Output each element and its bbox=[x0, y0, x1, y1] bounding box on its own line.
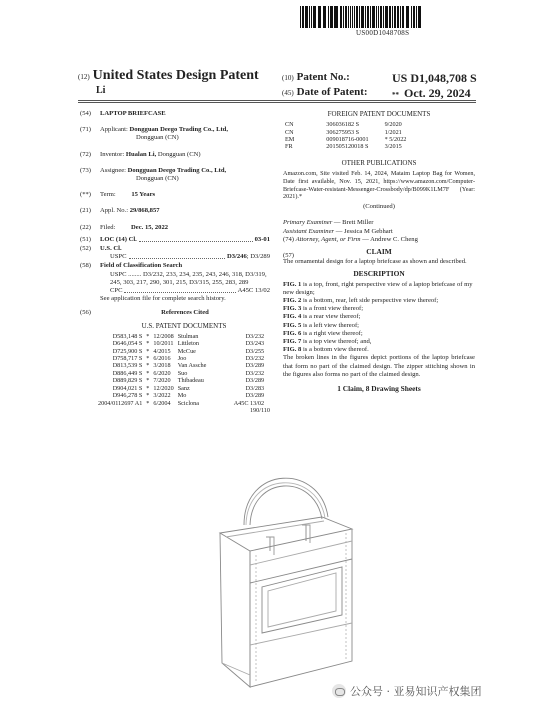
other-publications-heading: OTHER PUBLICATIONS bbox=[341, 158, 417, 167]
field-label: Applicant: bbox=[100, 126, 128, 134]
ref-class: D3/255 bbox=[245, 347, 265, 355]
fp-number: 306036182 S bbox=[326, 121, 360, 129]
attorney-name: — Andrew C. Cheng bbox=[362, 235, 418, 243]
field-label: U.S. Cl. bbox=[100, 245, 122, 253]
ref-number: D946,278 S bbox=[112, 392, 143, 400]
patent-no-label: Patent No.: bbox=[296, 71, 350, 83]
ref-date: 6/2020 bbox=[153, 369, 171, 377]
ref-name: Thibadeau bbox=[177, 377, 204, 385]
barcode-bar bbox=[320, 6, 321, 28]
inid-code: (52) bbox=[80, 245, 91, 253]
ref-name: McCue bbox=[177, 347, 196, 355]
reference-row bbox=[96, 333, 266, 340]
figure-text: is a rear view thereof; bbox=[301, 313, 361, 321]
ref-date: 3/2022 bbox=[153, 392, 171, 400]
ref-class: D3/232 bbox=[245, 332, 265, 340]
foreign-docs-table bbox=[283, 121, 408, 151]
barcode-bar bbox=[381, 6, 382, 28]
assignee-location: Dongguan (CN) bbox=[136, 175, 179, 183]
cpc-value: A45C 13/02 bbox=[237, 287, 270, 295]
reference-row bbox=[96, 340, 266, 347]
foreign-docs-heading: FOREIGN PATENT DOCUMENTS bbox=[327, 110, 431, 118]
cpc-label: CPC bbox=[110, 287, 123, 295]
ref-number: D646,054 S bbox=[112, 340, 143, 348]
ref-marker: * bbox=[146, 340, 150, 348]
field-72 bbox=[80, 151, 270, 159]
ref-marker: * bbox=[146, 384, 150, 392]
inid-code: (12) bbox=[78, 73, 90, 81]
barcode-bar bbox=[348, 6, 349, 28]
appl-number: 29/868,857 bbox=[129, 207, 160, 215]
patent-number: US D1,048,708 S bbox=[392, 71, 477, 85]
ref-date: 3/2018 bbox=[153, 362, 171, 370]
field-label: Field of Classification Search bbox=[100, 262, 183, 270]
figure-label: FIG. 6 bbox=[283, 329, 302, 337]
barcode-bar bbox=[314, 6, 316, 28]
ref-marker: * bbox=[146, 399, 150, 407]
ref-number: D813,539 S bbox=[112, 362, 143, 370]
inid-code: (72) bbox=[80, 150, 91, 158]
figure-description bbox=[283, 281, 475, 297]
ref-marker: * bbox=[146, 347, 150, 355]
inventor-short: Li bbox=[96, 85, 106, 96]
ref-name: Mo bbox=[177, 392, 187, 400]
date-label: Date of Patent: bbox=[296, 86, 368, 98]
field-22 bbox=[80, 224, 270, 232]
left-column bbox=[80, 110, 270, 415]
patent-date: Oct. 29, 2024 bbox=[404, 86, 471, 100]
ref-name: Littleton bbox=[177, 340, 199, 348]
ref-name: Sanz bbox=[177, 384, 190, 392]
claim-heading: CLAIM bbox=[366, 247, 392, 257]
ref-class: D3/232 bbox=[245, 369, 265, 377]
field-56 bbox=[80, 309, 270, 317]
ref-date: 10/2011 bbox=[153, 340, 174, 348]
figure-label: FIG. 7 bbox=[283, 338, 302, 346]
field-21 bbox=[80, 207, 270, 215]
inid-code: (45) bbox=[282, 89, 294, 97]
continued-note: (Continued) bbox=[363, 203, 395, 211]
figure-label: FIG. 3 bbox=[283, 305, 302, 313]
barcode-bar bbox=[419, 6, 420, 28]
field-label: Appl. No.: bbox=[100, 207, 129, 215]
inid-code: (74) bbox=[283, 235, 294, 243]
ref-marker: * bbox=[146, 355, 150, 363]
assistant-examiner bbox=[283, 228, 475, 236]
claim-heading-row bbox=[283, 247, 475, 260]
field-label: Inventor: bbox=[100, 150, 125, 158]
attorney-line bbox=[283, 236, 475, 244]
broken-lines-text: The broken lines in the figures depict portions of the laptop briefcase that form no part of the claimed design. The zipper stitching shown in the figures also forms no part of the claimed design. bbox=[283, 354, 475, 378]
ref-date: 7/2020 bbox=[153, 377, 171, 385]
inid-code: (57) bbox=[283, 252, 294, 260]
date-marker: ** bbox=[392, 91, 399, 99]
fp-number: 009018716-0001 bbox=[326, 136, 369, 144]
figure-text: is a right view thereof; bbox=[301, 329, 363, 337]
figure-text: is a top, front, right perspective view of a laptop briefcase of my new design; bbox=[283, 280, 473, 296]
inid-code: (56) bbox=[80, 309, 91, 317]
figure-text: is a top view thereof; and, bbox=[301, 338, 372, 346]
inid-code: (58) bbox=[80, 262, 91, 270]
ref-date: 4/2015 bbox=[153, 347, 171, 355]
barcode-bar bbox=[403, 6, 404, 28]
ref-date: 6/2004 bbox=[153, 399, 171, 407]
inid-code: (71) bbox=[80, 126, 91, 134]
figure-text: is a left view thereof; bbox=[301, 321, 360, 329]
document-title bbox=[78, 68, 259, 84]
barcode-bar bbox=[303, 6, 304, 28]
reference-row bbox=[96, 385, 266, 392]
loc-class: 03-01 bbox=[254, 235, 270, 243]
barcode-bar bbox=[359, 6, 360, 28]
barcode-bar bbox=[373, 6, 375, 28]
figure-label: FIG. 5 bbox=[283, 321, 302, 329]
ref-class: D3/243 bbox=[245, 340, 265, 348]
ref-marker: * bbox=[146, 362, 150, 370]
wechat-icon bbox=[332, 684, 346, 698]
barcode-bar bbox=[343, 6, 344, 28]
fp-country: EM bbox=[285, 136, 295, 144]
figure-description bbox=[283, 330, 475, 338]
ref-class: A45C 13/02 bbox=[233, 399, 265, 407]
ref-date: 12/2020 bbox=[153, 384, 174, 392]
inid-code: (54) bbox=[80, 110, 91, 117]
description-heading: DESCRIPTION bbox=[353, 269, 405, 279]
other-publication-text: Amazon.com, Site visited Feb. 14, 2024, Mataim Laptop Bag for Women, Date first available, Nov. 15, 2021, https://www.amazon.com/Computer-Briefcase-Water-resistant-Messenger-Crossbody/dp/B099K1LM7F (Year: 2021).* bbox=[283, 170, 475, 201]
term-value: 15 Years bbox=[131, 191, 156, 199]
watermark-text: 公众号 · 亚易知识产权集团 bbox=[350, 685, 482, 698]
figure-description bbox=[283, 305, 475, 313]
field-52 bbox=[80, 245, 270, 261]
barcode-bar bbox=[395, 6, 396, 28]
attorney-label: Attorney, Agent, or Firm bbox=[295, 235, 361, 243]
figure-list bbox=[283, 281, 475, 355]
reference-row bbox=[96, 392, 266, 399]
ref-name: Sciclona bbox=[177, 399, 199, 407]
right-column bbox=[283, 110, 475, 395]
header-rule-thin bbox=[78, 102, 476, 103]
barcode-bar bbox=[357, 6, 358, 28]
barcode-bar bbox=[365, 6, 366, 28]
field-label: LOC (14) Cl. bbox=[100, 235, 137, 243]
claims-sheets: 1 Claim, 8 Drawing Sheets bbox=[337, 384, 421, 394]
search-note: See application file for complete search history. bbox=[100, 295, 226, 303]
figure-label: FIG. 4 bbox=[283, 313, 302, 321]
ref-class: D3/283 bbox=[245, 384, 265, 392]
applicant-location: Dongguan (CN) bbox=[136, 134, 179, 142]
reference-row bbox=[96, 400, 266, 407]
ref-number: 2004/0112697 A1 bbox=[98, 399, 143, 407]
figure-description bbox=[283, 322, 475, 330]
barcode-bar bbox=[397, 6, 399, 28]
us-patent-docs-heading: U.S. PATENT DOCUMENTS bbox=[141, 321, 227, 330]
fp-date: * 5/2022 bbox=[384, 136, 407, 144]
primary-examiner bbox=[283, 219, 475, 227]
field-51 bbox=[80, 236, 270, 244]
fp-date: 3/2015 bbox=[384, 143, 402, 151]
reference-row bbox=[96, 348, 266, 355]
fp-date: 9/2020 bbox=[384, 121, 402, 129]
barcode-bar bbox=[325, 6, 326, 28]
barcode-bar bbox=[331, 6, 332, 28]
assignee-name: Dongguan Deego Trading Co., Ltd, bbox=[127, 166, 227, 174]
foreign-doc-row bbox=[283, 143, 408, 150]
ref-marker: * bbox=[146, 377, 150, 385]
fp-number: 306275953 S bbox=[326, 128, 360, 136]
references-table bbox=[96, 333, 266, 407]
reference-row bbox=[96, 377, 266, 384]
reference-row bbox=[96, 355, 266, 362]
patent-date-line bbox=[282, 86, 471, 100]
barcode-bar bbox=[376, 6, 377, 28]
field-58 bbox=[80, 262, 270, 303]
ref-marker: * bbox=[146, 392, 150, 400]
references-heading: References Cited bbox=[161, 309, 209, 317]
barcode-bar bbox=[386, 6, 388, 28]
search-uspc: USPC ........ D3/232, 233, 234, 235, 243, 246, 318, D3/319, 245, 303, 217, 290, 301, 215, D3/315, 255, 283, 289 bbox=[110, 270, 267, 286]
ref-marker: * bbox=[146, 369, 150, 377]
field-term bbox=[80, 191, 270, 199]
filed-date: Dec. 15, 2022 bbox=[131, 223, 169, 231]
figure-text: is a bottom, rear, left side perspective view thereof; bbox=[301, 297, 439, 305]
examiner-label: Primary Examiner bbox=[283, 219, 333, 227]
ref-date: 12/2008 bbox=[153, 332, 174, 340]
ref-number: D583,148 S bbox=[112, 332, 143, 340]
watermark bbox=[332, 683, 482, 699]
inid-code: (**) bbox=[80, 191, 91, 199]
barcode-bar bbox=[370, 6, 371, 28]
ref-name: Van Assche bbox=[177, 362, 207, 370]
ref-number: D904,021 S bbox=[112, 384, 143, 392]
field-71 bbox=[80, 126, 270, 142]
uspc-primary: D3/246 bbox=[226, 253, 247, 261]
inventor-name: Hualan Li, bbox=[125, 150, 157, 158]
design-title: LAPTOP BRIEFCASE bbox=[100, 110, 166, 117]
barcode-bar bbox=[368, 6, 369, 28]
inid-code: (51) bbox=[80, 235, 91, 243]
inid-code: (21) bbox=[80, 207, 91, 215]
header-rule bbox=[78, 100, 476, 101]
ref-class: D3/232 bbox=[245, 355, 265, 363]
claim-text: The ornamental design for a laptop briefcase as shown and described. bbox=[283, 258, 467, 266]
ref-date: 6/2016 bbox=[153, 355, 171, 363]
ref-name: Joo bbox=[177, 355, 187, 363]
ref-name: Suo bbox=[177, 369, 188, 377]
fp-country: CN bbox=[285, 128, 294, 136]
figure-text: is a bottom view thereof. bbox=[301, 346, 369, 354]
barcode bbox=[300, 6, 468, 28]
field-label: Term: bbox=[100, 191, 116, 199]
barcode-bar bbox=[414, 6, 415, 28]
inid-code: (73) bbox=[80, 166, 91, 174]
briefcase-drawing bbox=[210, 455, 360, 695]
field-label: Assignee: bbox=[100, 166, 127, 174]
figure-description bbox=[283, 338, 475, 346]
examiner-name: — Jessica M Gebhart bbox=[335, 227, 393, 235]
ref-class: D3/289 bbox=[245, 362, 265, 370]
reference-row bbox=[96, 370, 266, 377]
ref-number: D889,829 S bbox=[112, 377, 143, 385]
barcode-bar bbox=[408, 6, 409, 28]
barcode-number: US00D1048708S bbox=[356, 29, 410, 37]
inid-code: (10) bbox=[282, 74, 294, 82]
barcode-bar bbox=[309, 6, 310, 28]
ref-name: Stulman bbox=[177, 332, 199, 340]
field-73 bbox=[80, 167, 270, 183]
examiner-label: Assistant Examiner bbox=[283, 227, 335, 235]
inid-code: (22) bbox=[80, 223, 91, 231]
ref-class: D3/289 bbox=[245, 377, 265, 385]
uspc-label: USPC bbox=[110, 253, 127, 261]
figure-description bbox=[283, 313, 475, 321]
ref-marker: * bbox=[146, 332, 150, 340]
fp-date: 1/2021 bbox=[384, 128, 402, 136]
uspc-secondary: ; D3/289 bbox=[246, 253, 270, 261]
figure-label: FIG. 2 bbox=[283, 297, 302, 305]
ref-number: D725,900 S bbox=[112, 347, 143, 355]
examiner-name: — Brett Miller bbox=[333, 219, 374, 227]
figure-text: is a front view thereof; bbox=[301, 305, 364, 313]
foreign-doc-row bbox=[283, 121, 408, 128]
field-label: Filed: bbox=[100, 223, 116, 231]
barcode-bar bbox=[392, 6, 393, 28]
fp-country: FR bbox=[285, 143, 293, 151]
figure-description bbox=[283, 297, 475, 305]
ref-class: D3/289 bbox=[245, 392, 265, 400]
barcode-bar bbox=[354, 6, 355, 28]
field-54 bbox=[80, 110, 270, 118]
title-text: United States Design Patent bbox=[92, 68, 259, 83]
foreign-doc-row bbox=[283, 129, 408, 136]
fp-number: 201505120018 S bbox=[326, 143, 369, 151]
fp-country: CN bbox=[285, 121, 294, 129]
inventor-location: Dongguan (CN) bbox=[157, 150, 201, 158]
foreign-doc-row bbox=[283, 136, 408, 143]
barcode-bar bbox=[336, 6, 338, 28]
ref-number: D886,449 S bbox=[112, 369, 143, 377]
patent-number-line bbox=[282, 71, 477, 85]
barcode-bar bbox=[352, 6, 353, 28]
reference-tail: 190/110 bbox=[249, 406, 270, 414]
ref-number: D758,717 S bbox=[112, 355, 143, 363]
figure-label: FIG. 1 bbox=[283, 280, 302, 288]
applicant-name: Dongguan Deego Trading Co., Ltd, bbox=[129, 126, 228, 134]
figure-description bbox=[283, 346, 475, 354]
reference-row bbox=[96, 362, 266, 369]
figure-label: FIG. 8 bbox=[283, 346, 302, 354]
